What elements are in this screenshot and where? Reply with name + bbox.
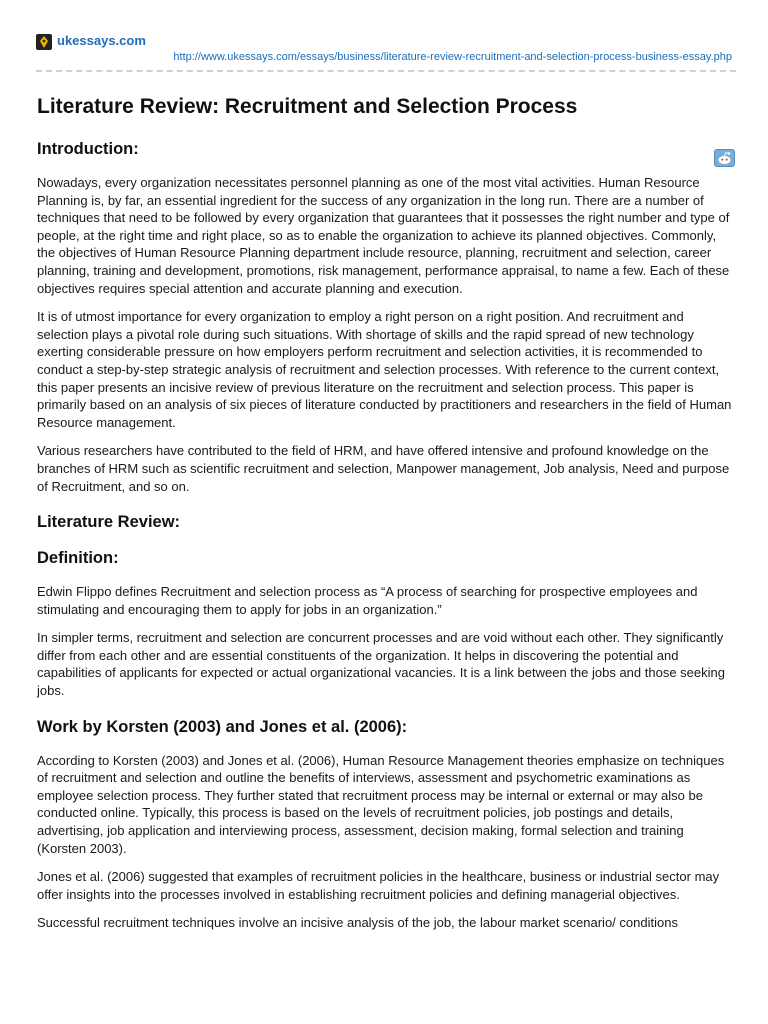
korsten-paragraph: According to Korsten (2003) and Jones et al. (2006), Human Resource Management theories emphasize on techniques of recruitment and selection and outline the benefits of interviews, assessment and psychometric examinations as employee selection process. They further stated that recruitment process may be internal or external or may also be conducted online. Typically, this process is based on the levels of recruitment policies, job postings and details, advertising, job application and interviewing process, assessment, decision making, formal selection and training (Korsten 2003).: [37, 752, 725, 856]
intro-paragraph: Nowadays, every organization necessitates personnel planning as one of the most vital activities. Human Resource Planning is, by far, an essential ingredient for the success of any organization in the long run. There are a number of techniques that need to be followed by every organization that guarantees that it possesses the right number and type of people, at the right time and right place, so as to enable the organization to achieve its planned objectives. Commonly, the objectives of Human Resource Planning department include resource, planning, recruitment and selection, career planning, training and development, promotions, risk management, performance appraisal, to name a few. Each of these objectives requires special attention and accurate planning and execution.: [37, 175, 730, 296]
intro-paragraph: It is of utmost importance for every organization to employ a right person on a right position. And recruitment and selection plays a pivotal role during such situations. With shortage of skills and the rapid spread of new technology exerting considerable pressure on how employers perform recruitment and selection activities, it is recommended to conduct a step-by-step strategic analysis of recruitment and selection processes. With reference to the current context, this paper presents an incisive review of previous literature on the recruitment and selection process. This paper is primarily based on an analysis of six pieces of literature conducted by practitioners and researchers in the field of Human Resource management.: [37, 309, 732, 430]
reddit-share-icon[interactable]: [714, 149, 735, 167]
site-header: [36, 32, 736, 76]
article-url-link[interactable]: http://www.ukessays.com/essays/business/literature-review-recruitment-and-selection-process-business-essay.php: [173, 51, 732, 63]
intro-section: [37, 138, 733, 160]
intro-heading: Introduction:: [37, 140, 139, 158]
korsten-paragraph: Successful recruitment techniques involve an incisive analysis of the job, the labour market scenario/ conditions: [37, 915, 678, 931]
intro-paragraph: Various researchers have contributed to the field of HRM, and have offered intensive and profound knowledge on the branches of HRM such as scientific recruitment and selection, Manpower management, Job analysis, Need and purpose of Recruitment, and so on.: [37, 443, 730, 494]
definition-paragraph: Edwin Flippo defines Recruitment and selection process as “A process of searching for prospective employees and stimulating and encouraging them to apply for jobs in an organization.”: [37, 584, 698, 617]
lit-review-heading: Literature Review:: [37, 513, 181, 532]
article-body: [37, 94, 733, 943]
page-title: Literature Review: Recruitment and Selection Process: [37, 95, 578, 118]
ukessays-logo-icon[interactable]: [36, 34, 52, 50]
korsten-heading: Work by Korsten (2003) and Jones et al. (2006):: [37, 717, 408, 736]
definition-paragraph: In simpler terms, recruitment and selection are concurrent processes and are void without each other. They significantly differ from each other and are essential constituents of the organization. It helps in discovering the potential and capabilities of applicants for expected or actual organizational vacancies. It is a link between the jobs and those seeking jobs.: [37, 630, 725, 699]
header-divider: [36, 70, 736, 72]
site-name-link[interactable]: ukessays.com: [57, 33, 146, 48]
definition-heading: Definition:: [37, 549, 119, 568]
korsten-paragraph: Jones et al. (2006) suggested that examples of recruitment policies in the healthcare, business or industrial sector may offer insights into the processes involved in establishing recruitment policies and defining managerial objectives.: [37, 869, 720, 902]
